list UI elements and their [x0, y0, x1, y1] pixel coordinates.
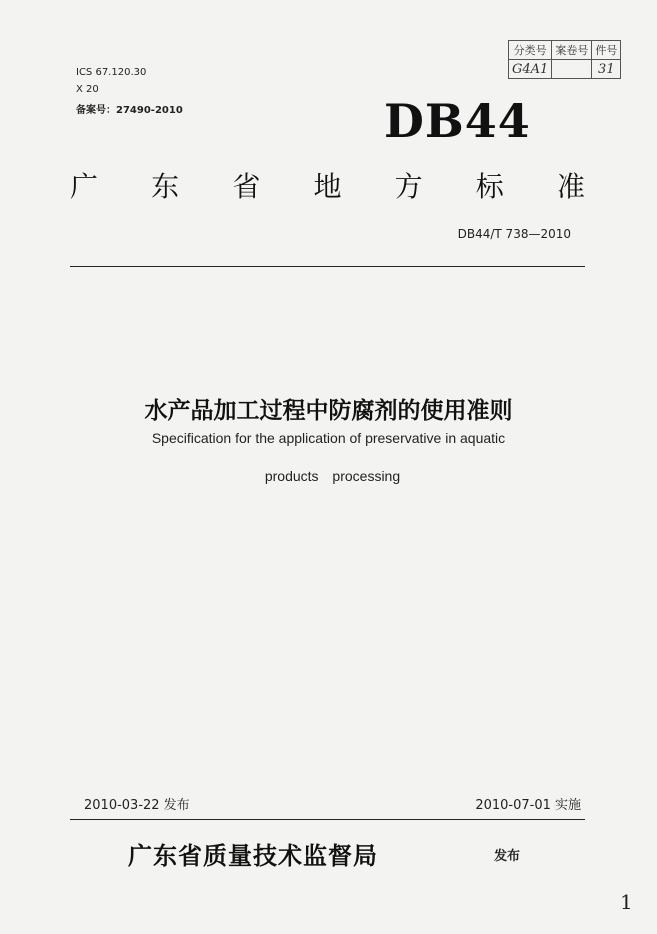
title-english-line2: products processing	[264, 468, 401, 484]
stamp-value-volume	[552, 60, 592, 79]
stamp-header-volume: 案卷号	[552, 41, 592, 60]
stamp-value-item: 31	[592, 60, 621, 79]
standard-type-heading	[70, 165, 585, 205]
stamp-value-class: G4A1	[509, 60, 552, 79]
standard-type-char: 省	[232, 170, 261, 203]
title-chinese: 水产品加工过程中防腐剂的使用准则	[144, 398, 513, 424]
standard-code: DB44/T 738—2010	[457, 227, 571, 241]
issue-date: 2010-03-22 发布	[84, 798, 190, 813]
standard-type-char: 标	[475, 170, 504, 203]
standard-type-char: 地	[313, 170, 342, 203]
page-number: 1	[620, 890, 633, 914]
stamp-header-class: 分类号	[509, 41, 552, 60]
standard-type-char: 准	[556, 170, 585, 203]
standard-type-char: 方	[394, 170, 423, 203]
standard-type-char: 东	[151, 170, 180, 203]
archive-stamp	[508, 40, 621, 79]
stamp-header-item: 件号	[592, 41, 621, 60]
issuer-action: 发布	[494, 849, 521, 864]
classification-code: X 20	[76, 84, 99, 95]
record-number: 备案号：27490-2010	[76, 105, 183, 116]
ics-code: ICS 67.120.30	[76, 67, 147, 78]
title-english-line1: Specification for the application of preservative in aquatic	[151, 430, 506, 446]
standard-brand: DB44	[384, 94, 531, 148]
footer-divider	[70, 819, 585, 820]
implement-date: 2010-07-01 实施	[475, 798, 581, 813]
header-divider	[70, 266, 585, 267]
issuer-name: 广东省质量技术监督局	[128, 841, 378, 870]
standard-type-char: 广	[70, 170, 99, 203]
